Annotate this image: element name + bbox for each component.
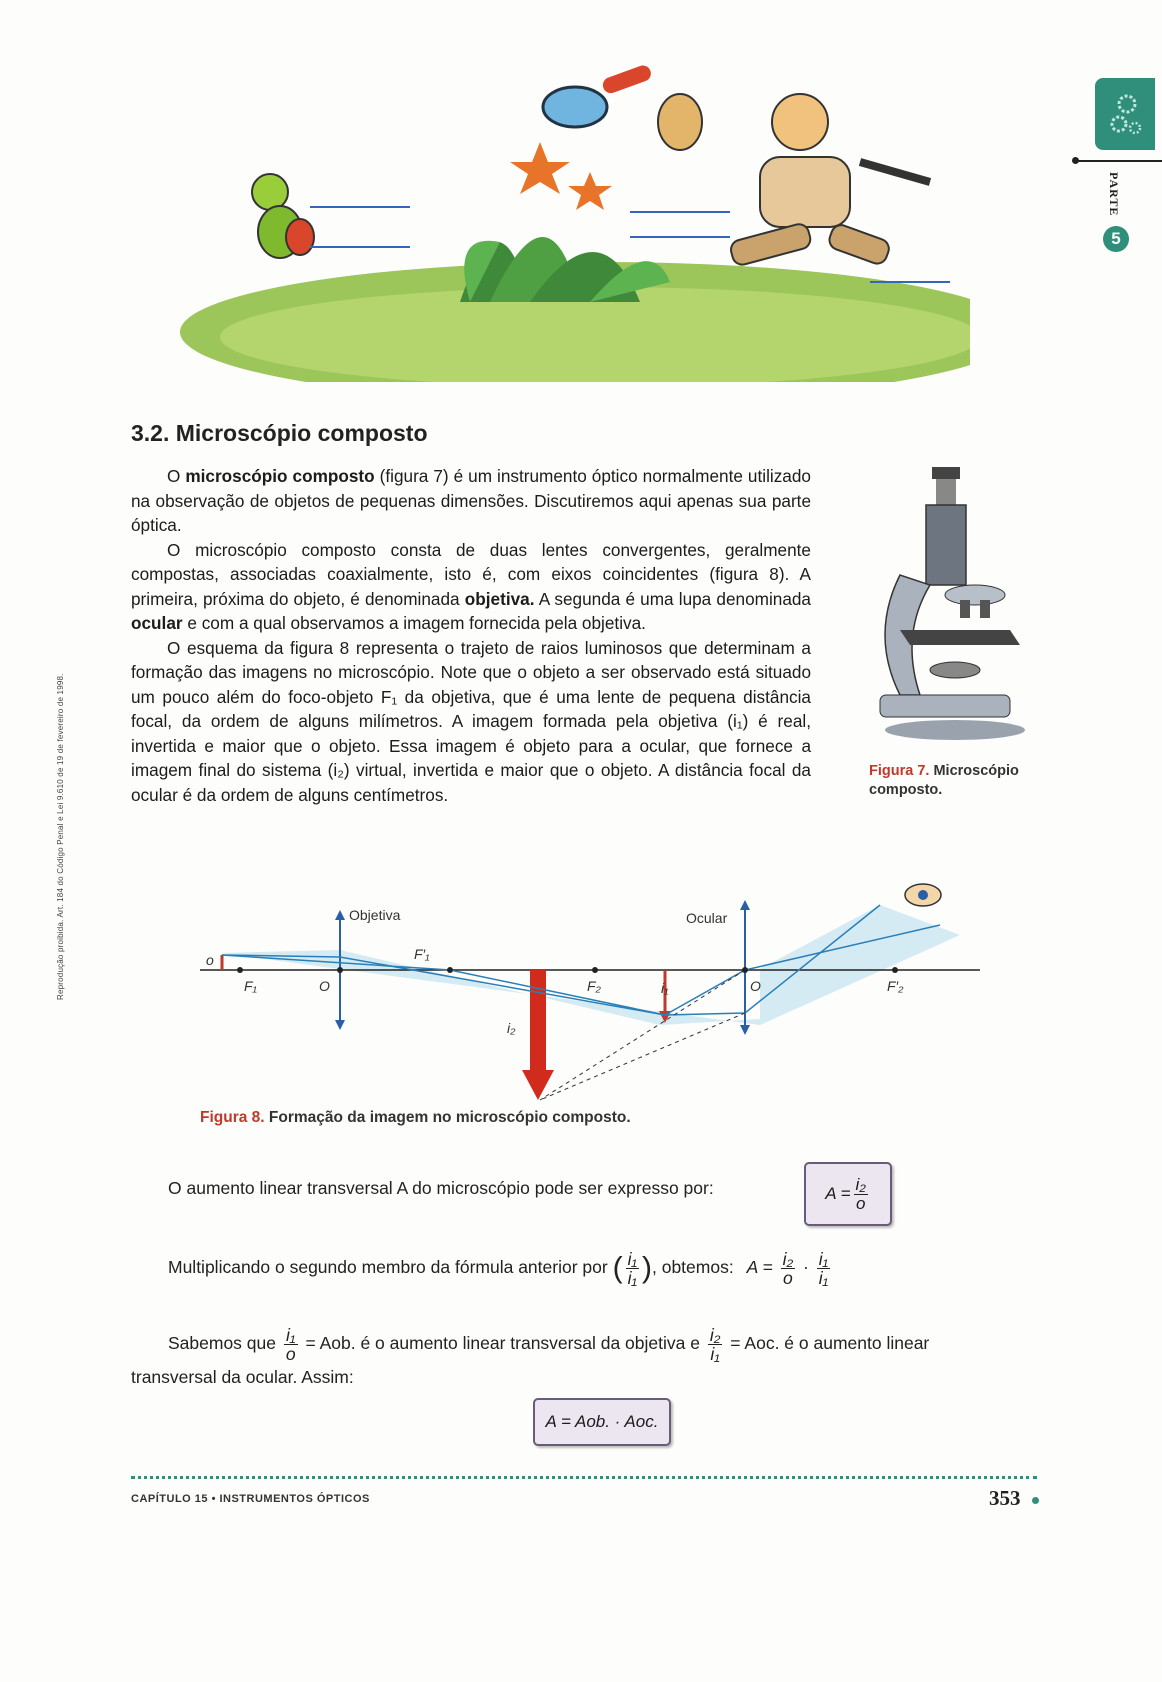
paragraph-2: O microscópio composto consta de duas lentes convergentes, geralmente compostas, associadas coaxialmente, isto é, com eixos coincidentes (figura 8). A primeira, próxima do objeto, é denominada objetiva. A segunda é uma lupa denominada ocular e com a qual observamos a imagem fornecida pela objetiva. [131, 539, 811, 633]
label-O1: O [319, 978, 330, 994]
label-F2: F₂ [587, 978, 601, 994]
page-number-dot [1032, 1497, 1039, 1504]
formula-line-1: O aumento linear transversal A do microscópio pode ser expresso por: [168, 1178, 714, 1198]
ray-diagram [200, 895, 990, 1105]
footer-chapter: CAPÍTULO 15 • INSTRUMENTOS ÓPTICOS [131, 1493, 370, 1505]
image-i2-arrow [530, 970, 546, 1070]
formula-box-2: A = Aob. · Aoc. [533, 1398, 671, 1446]
part-tab [1095, 78, 1155, 150]
label-o: o [206, 952, 214, 968]
bug-character [252, 174, 314, 258]
tab-line [1078, 160, 1162, 162]
part-label: PARTE [1107, 172, 1121, 217]
part-number: 5 [1103, 226, 1129, 252]
formula-line-2: Multiplicando o segundo membro da fórmula anterior por ( $\frac{\text{i₁}}{\text{i₁}}$ ), obtemos: A = $\frac{\text{i₂}}{o}$ · $\frac{\text{i₁}}{\text{i₁}}$ [168, 1249, 829, 1288]
virtual-rays [540, 970, 745, 1100]
gears-icon [1095, 78, 1155, 150]
figure8-caption: Figura 8. Formação da imagem no microscópio composto. [200, 1109, 631, 1126]
label-F1prime: F′₁ [414, 946, 430, 962]
ray-beam [220, 905, 960, 1025]
label-objetiva: Objetiva [349, 907, 401, 923]
body-text [131, 464, 811, 807]
plant-illustration [460, 142, 670, 302]
cartoon-illustration [170, 62, 970, 382]
legal-note: Reprodução proibida. Art. 184 do Código Penal e Lei 9.610 de 19 de fevereiro de 1998. [56, 673, 65, 1000]
label-i1: i₁ [661, 980, 669, 996]
label-F1: F₁ [244, 978, 257, 994]
section-title: 3.2. Microscópio composto [131, 420, 428, 446]
footer-divider [131, 1476, 1037, 1479]
formula-line-4: transversal da ocular. Assim: [131, 1367, 354, 1387]
paragraph-3: O esquema da figura 8 representa o trajeto de raios luminosos que determinam a formação das imagens no microscópio. Note que o objeto a ser observado está situado um pouco além do foco-objeto F₁ da objetiva, que é uma lente de pequena distância focal, da ordem de alguns milímetros. A imagem formada pela objetiva (i₁) é real, invertida e maior que o objeto. Essa imagem é objeto para a ocular, que fornece a imagem final do sistema (i₂) virtual, invertida e maior que o objeto. A distância focal da ocular é da ordem de alguns centímetros. [131, 637, 811, 805]
formula-box-1: A = $\frac{\text{i₂}}{o}$ [804, 1162, 892, 1226]
magnifier-illustration [543, 63, 653, 127]
formula-line-3: Sabemos que $\frac{\text{i₁}}{o}$ = Aob. é o aumento linear transversal da objetiva e $\frac{\text{i₂}}{\text{i₁}}$ = Aoc. é o aumento linear [168, 1325, 930, 1364]
eye-icon [898, 875, 948, 915]
figure7-caption: Figura 7. Microscópio composto. [869, 763, 1019, 798]
paragraph-1: O microscópio composto (figura 7) é um instrumento óptico normalmente utilizado na observação de objetos de pequenas dimensões. Discutiremos aqui apenas sua parte óptica. [131, 466, 811, 535]
label-i2: i₂ [507, 1020, 516, 1036]
microscope-illustration [860, 455, 1040, 755]
explorer-character [658, 94, 930, 267]
label-O2: O [750, 978, 761, 994]
page-number: 353 [989, 1486, 1021, 1510]
label-F2prime: F′₂ [887, 978, 904, 994]
label-ocular: Ocular [686, 910, 728, 926]
